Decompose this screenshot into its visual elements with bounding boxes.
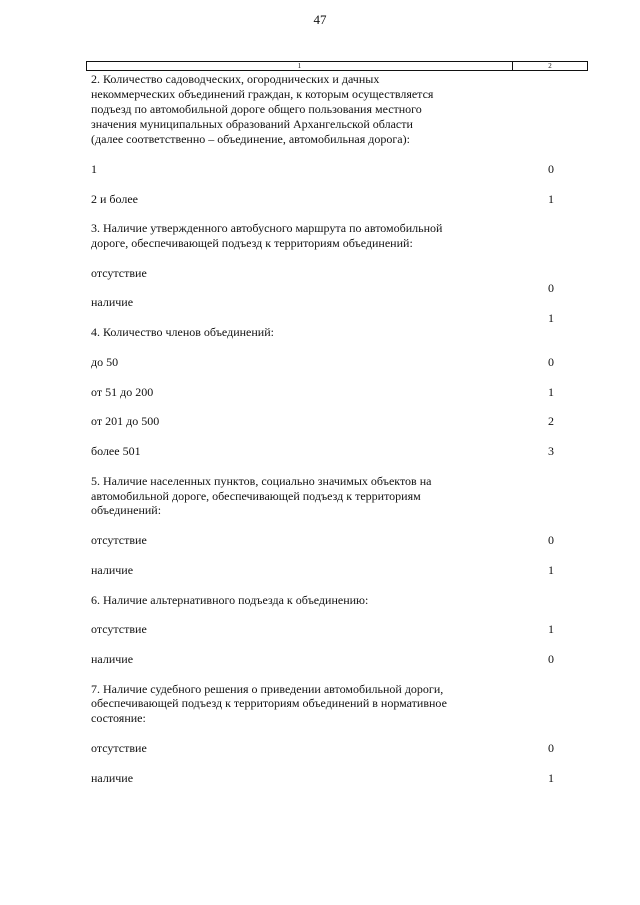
option-score: 1 bbox=[548, 563, 554, 577]
option-score: 3 bbox=[548, 444, 554, 458]
option-score: 1 bbox=[548, 192, 554, 206]
option-score: 0 bbox=[548, 355, 554, 369]
option-label: отсутствие bbox=[91, 266, 147, 280]
column-header-2: 2 bbox=[548, 62, 552, 70]
criterion-heading-line: объединений: bbox=[91, 503, 162, 517]
option-score: 0 bbox=[548, 162, 554, 176]
table-header-row bbox=[86, 61, 588, 71]
option-label: от 51 до 200 bbox=[91, 385, 154, 399]
criterion-heading-line: (далее соответственно – объединение, автомобильная дорога): bbox=[91, 132, 410, 146]
option-label: наличие bbox=[91, 563, 134, 577]
criterion-heading-line: подъезд по автомобильной дороге общего пользования местного bbox=[91, 102, 422, 116]
option-score: 1 bbox=[548, 311, 554, 325]
option-score: 0 bbox=[548, 652, 554, 666]
option-score: 1 bbox=[548, 385, 554, 399]
option-label: наличие bbox=[91, 771, 134, 785]
option-score: 2 bbox=[548, 414, 554, 428]
criterion-heading-line: 4. Количество членов объединений: bbox=[91, 325, 274, 339]
criterion-heading-line: 5. Наличие населенных пунктов, социально значимых объектов на bbox=[91, 474, 432, 488]
criterion-heading-line: 2. Количество садоводческих, огороднических и дачных bbox=[91, 72, 380, 86]
criterion-heading-line: автомобильной дороге, обеспечивающей подъезд к территориям bbox=[91, 489, 421, 503]
criterion-heading-line: обеспечивающей подъезд к территориям объединений в нормативное bbox=[91, 696, 447, 710]
option-score: 0 bbox=[548, 533, 554, 547]
criterion-heading-line: дороге, обеспечивающей подъезд к территориям объединений: bbox=[91, 236, 413, 250]
page-number: 47 bbox=[313, 12, 327, 27]
option-label: от 201 до 500 bbox=[91, 414, 160, 428]
option-score: 1 bbox=[548, 622, 554, 636]
criterion-heading-line: 3. Наличие утвержденного автобусного маршрута по автомобильной bbox=[91, 221, 443, 235]
criterion-heading-line: значения муниципальных образований Архангельской области bbox=[91, 117, 413, 131]
option-label: 2 и более bbox=[91, 192, 139, 206]
option-label: 1 bbox=[91, 162, 97, 176]
option-score: 0 bbox=[548, 741, 554, 755]
criterion-heading-line: 6. Наличие альтернативного подъезда к объединению: bbox=[91, 593, 369, 607]
option-label: отсутствие bbox=[91, 741, 147, 755]
column-header-1: 1 bbox=[87, 62, 513, 70]
option-score: 0 bbox=[548, 281, 554, 295]
criterion-heading-line: некоммерческих объединений граждан, к которым осуществляется bbox=[91, 87, 434, 101]
option-label: наличие bbox=[91, 295, 134, 309]
option-label: более 501 bbox=[91, 444, 141, 458]
option-label: до 50 bbox=[91, 355, 119, 369]
option-score: 1 bbox=[548, 771, 554, 785]
option-label: наличие bbox=[91, 652, 134, 666]
criterion-heading-line: состояние: bbox=[91, 711, 146, 725]
option-label: отсутствие bbox=[91, 533, 147, 547]
option-label: отсутствие bbox=[91, 622, 147, 636]
criterion-heading-line: 7. Наличие судебного решения о приведении автомобильной дороги, bbox=[91, 682, 444, 696]
